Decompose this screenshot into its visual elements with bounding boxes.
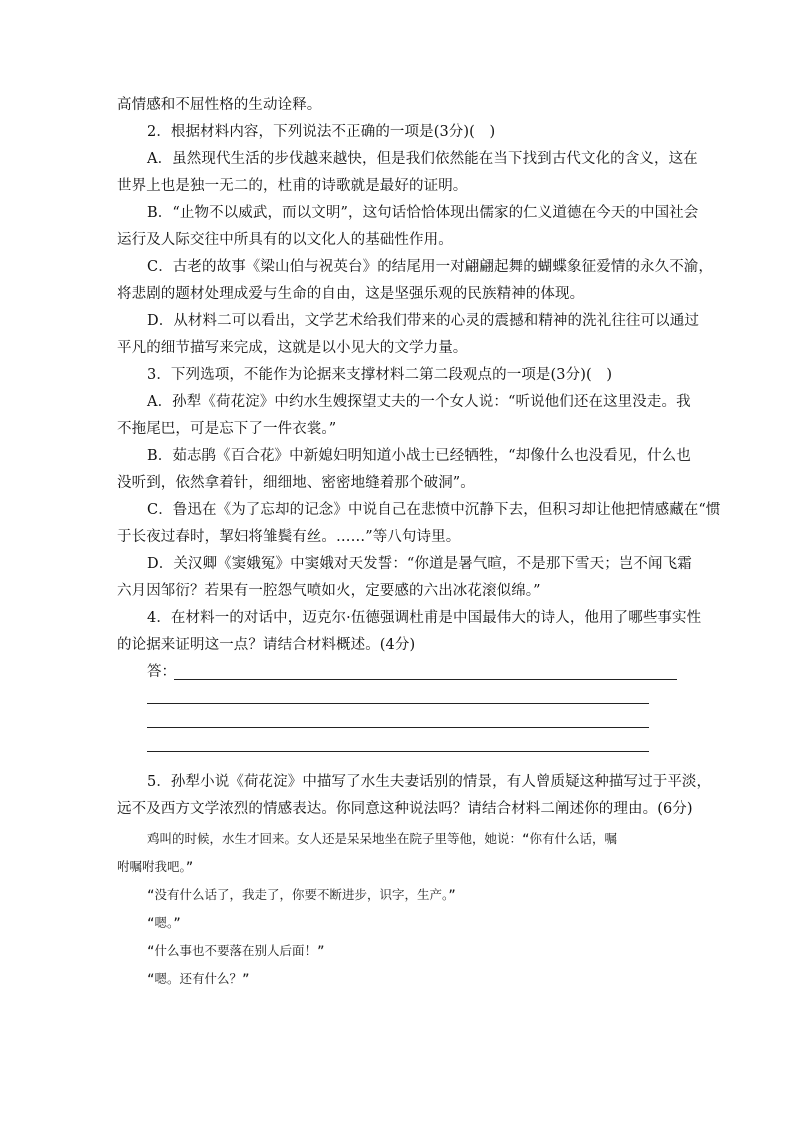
question-2-option-c-cont: 将悲剧的题材处理成爱与生命的自由，这是坚强乐观的民族精神的体现。: [117, 286, 585, 302]
question-3-option-a: A．孙犁《荷花淀》中约水生嫂探望丈夫的一个女人说：“听说他们还在这里没走。我: [147, 394, 691, 410]
excerpt-line-2: 咐嘱咐我吧。”: [117, 859, 194, 874]
question-3-option-a-cont: 不拖尾巴，可是忘下了一件衣裳。”: [117, 421, 337, 437]
question-2-option-a-cont: 世界上也是独一无二的，杜甫的诗歌就是最好的证明。: [117, 178, 468, 194]
answer-label: 答：: [147, 664, 176, 680]
question-3-option-b: B．茹志鹃《百合花》中新媳妇明知道小战士已经牺牲，“却像什么也没看见，什么也: [147, 448, 691, 464]
answer-line-2[interactable]: [147, 703, 649, 704]
question-2-option-b: B．“止物不以威武，而以文明”，这句话恰恰体现出儒家的仁义道德在今天的中国社会: [147, 205, 699, 221]
question-3-option-c: C．鲁迅在《为了忘却的记念》中说自己在悲愤中沉静下去，但积习却让他把情感藏在“惯: [147, 502, 721, 518]
document-body: [117, 92, 721, 993]
excerpt-dialogue-4: “嗯。还有什么？”: [147, 971, 250, 986]
question-3-stem: 3．下列选项，不能作为论据来支撑材料二第二段观点的一项是(3分)( ): [147, 367, 613, 383]
question-2-option-d-cont: 平凡的细节描写来完成，这就是以小见大的文学力量。: [117, 340, 468, 356]
question-3-option-d-cont: 六月因邹衍？若果有一腔怨气喷如火，定要感的六出冰花滚似绵。”: [117, 583, 541, 599]
paragraph-continuation: 高情感和不屈性格的生动诠释。: [117, 97, 322, 113]
question-2-option-d: D．从材料二可以看出，文学艺术给我们带来的心灵的震撼和精神的洗礼往往可以通过: [147, 313, 699, 329]
question-2-option-c: C．古老的故事《梁山伯与祝英台》的结尾用一对翩翩起舞的蝴蝶象征爱情的永久不渝，: [147, 259, 713, 275]
question-5-stem: 5．孙犁小说《荷花淀》中描写了水生夫妻话别的情景，有人曾质疑这种描写过于平淡，: [147, 774, 712, 790]
question-2-option-b-cont: 运行及人际交往中所具有的以文化人的基础性作用。: [117, 232, 453, 248]
question-2-stem: 2．根据材料内容，下列说法不正确的一项是(3分)( ): [147, 124, 496, 140]
excerpt-dialogue-3: “什么事也不要落在别人后面！”: [147, 943, 325, 958]
excerpt-dialogue-2: “嗯。”: [147, 915, 181, 930]
question-3-option-b-cont: 没听到，依然拿着针，细细地、密密地缝着那个破洞”。: [117, 475, 475, 491]
question-3-option-d: D．关汉卿《窦娥冤》中窦娥对天发誓：“你道是暑气暄，不是那下雪天；岂不闻飞霜: [147, 556, 692, 572]
answer-line-1[interactable]: [174, 679, 677, 680]
excerpt-line-1: 鸡叫的时候，水生才回来。女人还是呆呆地坐在院子里等他，她说：“你有什么话，嘱: [147, 831, 618, 846]
question-4-stem-cont: 的论据来证明这一点？请结合材料概述。(4分): [117, 637, 416, 653]
answer-line-3[interactable]: [147, 727, 649, 728]
answer-row-4: [117, 733, 677, 757]
question-3-option-c-cont: 于长夜过春时，挈妇将雏鬓有丝。……”等八句诗里。: [117, 529, 461, 545]
excerpt-dialogue-1: “没有什么话了，我走了，你要不断进步，识字，生产。”: [147, 887, 456, 902]
answer-row-3: [117, 709, 677, 733]
question-5-stem-cont: 远不及西方文学浓烈的情感表达。你同意这种说法吗？请结合材料二阐述你的理由。(6分): [117, 801, 693, 817]
question-2-option-a: A．虽然现代生活的步伐越来越快，但是我们依然能在当下找到古代文化的含义，这在: [147, 151, 698, 167]
answer-line-4[interactable]: [147, 751, 649, 752]
question-4-stem: 4．在材料一的对话中，迈克尔·伍德强调杜甫是中国最伟大的诗人，他用了哪些事实性: [147, 610, 702, 626]
answer-area: [117, 659, 677, 685]
answer-row-2: [117, 685, 677, 709]
